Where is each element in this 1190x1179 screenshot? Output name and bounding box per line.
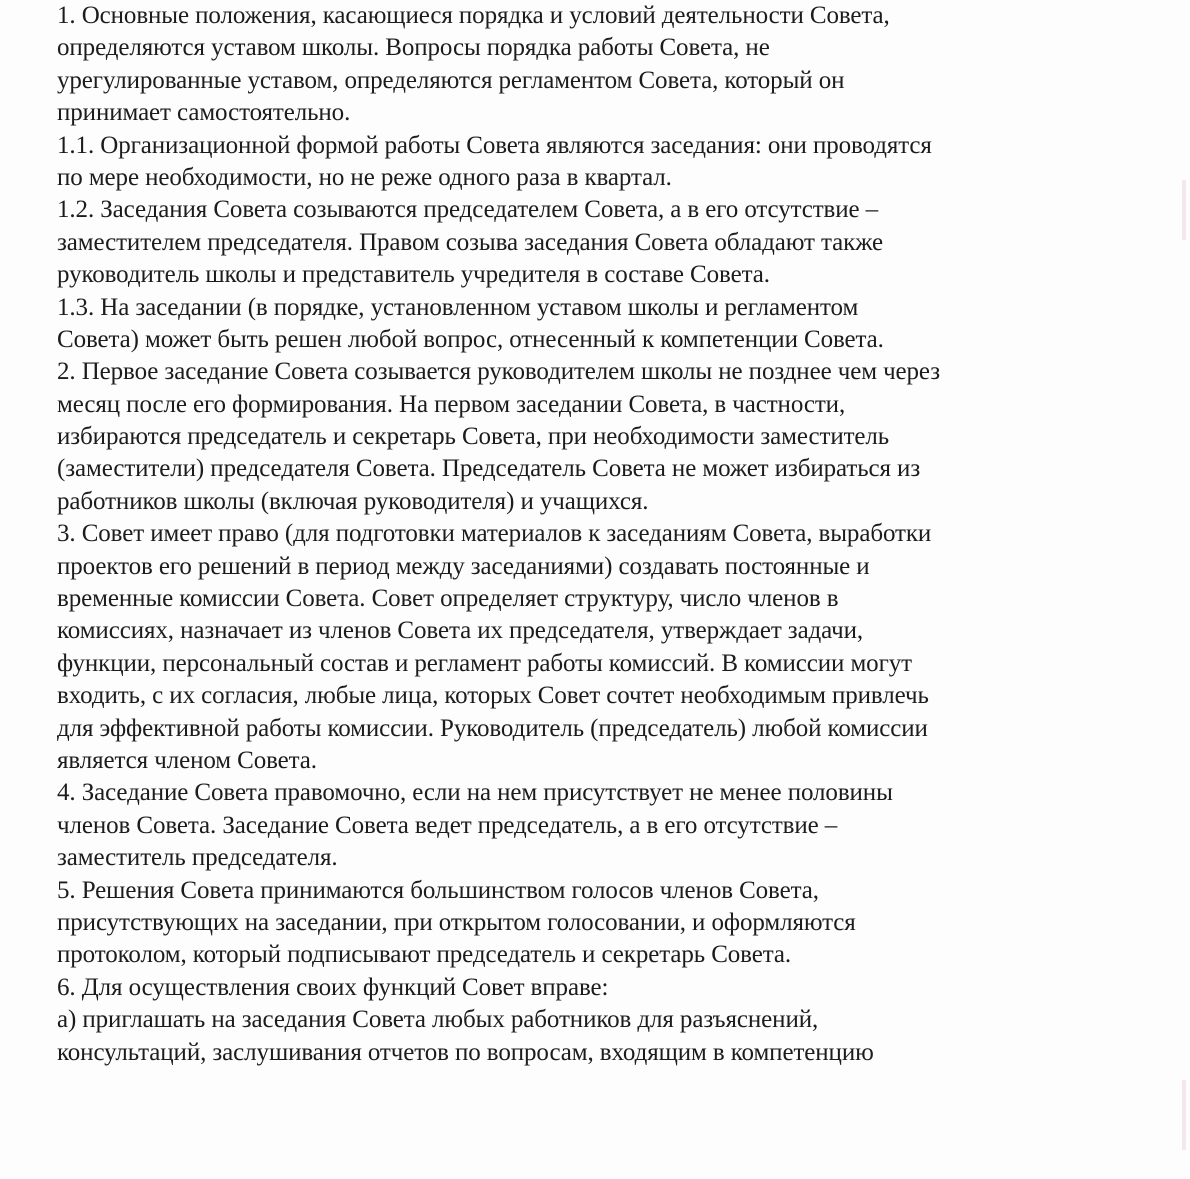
text-line: комиссиях, назначает из членов Совета их председателя, утверждает задачи, (57, 617, 864, 645)
text-line: избираются председатель и секретарь Совета, при необходимости заместитель (57, 423, 890, 451)
text-line: 6. Для осуществления своих функций Совет вправе: (57, 973, 609, 1001)
text-line: функции, персональный состав и регламент работы комиссий. В комиссии могут (57, 649, 912, 677)
text-line: (заместители) председателя Совета. Председатель Совета не может избираться из (57, 455, 921, 483)
text-line: 4. Заседание Совета правомочно, если на нем присутствует не менее половины (57, 779, 893, 807)
text-line: 1.1. Организационной формой работы Совета являются заседания: они проводятся (57, 131, 932, 159)
text-line: консультаций, заслушивания отчетов по вопросам, входящим в компетенцию (57, 1038, 874, 1066)
text-line: 5. Решения Совета принимаются большинством голосов членов Совета, (57, 876, 819, 904)
text-line: по мере необходимости, но не реже одного раза в квартал. (57, 163, 672, 191)
text-line: Совета) может быть решен любой вопрос, отнесенный к компетенции Совета. (57, 325, 884, 353)
text-line: проектов его решений в период между заседаниями) создавать постоянные и (57, 552, 870, 580)
text-line: 1. Основные положения, касающиеся порядка и условий деятельности Совета, (57, 2, 890, 29)
text-line: принимает самостоятельно. (57, 99, 351, 127)
text-line: а) приглашать на заседания Совета любых работников для разъяснений, (57, 1006, 819, 1034)
text-line: 1.3. На заседании (в порядке, установленном уставом школы и регламентом (57, 293, 859, 321)
text-line: присутствующих на заседании, при открытом голосовании, и оформляются (57, 908, 856, 936)
text-line: определяются уставом школы. Вопросы порядка работы Совета, не (57, 34, 770, 62)
text-line: протоколом, который подписывают председатель и секретарь Совета. (57, 941, 792, 969)
document-body (57, 0, 1172, 1069)
text-line: членов Совета. Заседание Совета ведет председатель, а в его отсутствие – (57, 811, 838, 839)
text-line: урегулированные уставом, определяются регламентом Совета, который он (57, 66, 845, 94)
text-line: заместителем председателя. Правом созыва заседания Совета обладают также (57, 228, 884, 256)
text-line: временные комиссии Совета. Совет определяет структуру, число членов в (57, 585, 839, 613)
text-line: месяц после его формирования. На первом заседании Совета, в частности, (57, 390, 846, 418)
text-line: для эффективной работы комиссии. Руководитель (председатель) любой комиссии (57, 714, 928, 742)
text-line: 2. Первое заседание Совета созывается руководителем школы не позднее чем через (57, 358, 941, 386)
text-line: входить, с их согласия, любые лица, которых Совет сочтет необходимым привлечь (57, 682, 929, 710)
scan-artifact (1182, 180, 1186, 240)
text-line: заместитель председателя. (57, 844, 338, 872)
scan-artifact (1182, 1080, 1186, 1150)
text-line: 3. Совет имеет право (для подготовки материалов к заседаниям Совета, выработки (57, 520, 932, 548)
text-line: работников школы (включая руководителя) и учащихся. (57, 487, 649, 515)
text-line: руководитель школы и представитель учредителя в составе Совета. (57, 261, 770, 289)
text-line: 1.2. Заседания Совета созываются председателем Совета, а в его отсутствие – (57, 196, 879, 224)
text-line: является членом Совета. (57, 746, 317, 774)
